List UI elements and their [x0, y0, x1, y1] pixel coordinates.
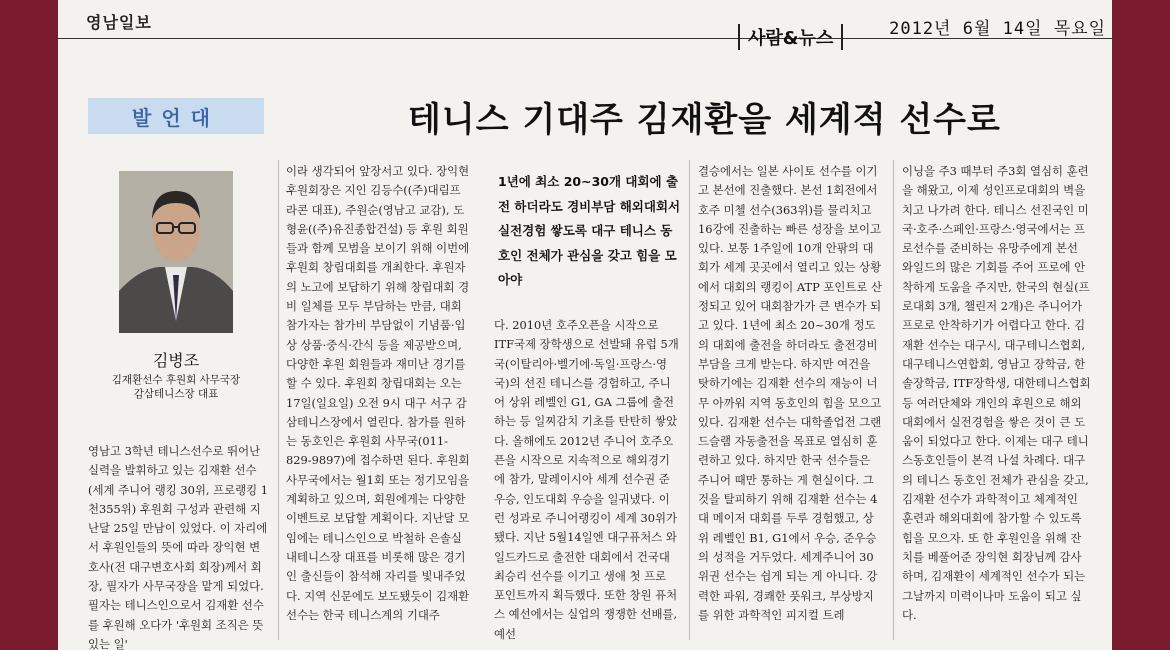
newspaper-logo: 영남일보: [86, 13, 152, 32]
section-label: 사람&뉴스: [748, 28, 834, 49]
author-role: [88, 373, 264, 401]
column-divider: [893, 160, 894, 640]
author-role-line-2: 감삼테니스장 대표: [133, 388, 219, 400]
section-bar-right: [841, 24, 843, 50]
headline: 테니스 기대주 김재환을 세계적 선수로: [408, 100, 1001, 140]
newspaper-page: [58, 0, 1112, 650]
masthead: [58, 0, 1112, 49]
column-5-text: 이닝을 주3 때부터 주3회 열심히 훈련을 해왔고, 이제 성인프로대회의 벽을 치고 나가려 한다. 테니스 선진국인 미국·호주·스페인·프랑스·영국에서는 프로선수를 준비하는 유망주에게 본선 와일드의 많은 기회를 주어 프로에 안착하게 도움을 주지만, 한국의 현실(프로대회 3개, 챌린저 2개)은 주니어가 프로로 안착하기가 어렵다고 한다. 김재환 선수는 대구시, 대구테니스협회, 대구테니스연합회, 영남고 장학금, 한솔장학금, ITF장학생, 대한테니스협회 등 여러단체와 개인의 후원으로 해외대회에서 실전경험을 쌓은 것이 큰 도움이 되었다고 한다. 이제는 대구 테니스동호인들이 본격 나설 차례다. 대구의 테니스 동호인 전체가 관심을 갖고, 김재환 선수가 과학적이고 체계적인 훈련과 해외대회에 참가할 수 있도록 힘을 모으자. 또 한 후원인을 위해 잔치를 베풀어준 장익현 회장님께 감사하며, 김재환이 세계적인 선수가 되는 그날까지 미력이나마 도움이 되고 싶다.: [902, 164, 1091, 622]
section-title: [730, 20, 851, 54]
pull-quote: 1년에 최소 20∼30개 대회에 출전 하더라도 경비부담 해외대회서 실전경험 쌓도록 대구 테니스 동호인 전체가 관심을 갖고 힘을 모아야: [498, 174, 681, 287]
column-label: 발언대: [88, 98, 264, 134]
author-photo: [119, 171, 233, 333]
author-photo-illustration: [119, 171, 233, 333]
issue-date: 2012년 6월 14일 목요일: [889, 19, 1106, 39]
article-column-4: [698, 162, 884, 625]
author-name: 김병조: [152, 351, 200, 370]
article-column-3: [494, 316, 680, 644]
column-divider: [689, 160, 690, 640]
article-column-5: [902, 162, 1092, 625]
column-2-text: 이라 생각되어 앞장서고 있다. 장익현 후원회장은 지인 김등수((주)대림프라콘 대표), 주원순(영남고 교감), 도형윤((주)유진종합건설) 등 후원 회원들과 함께 모범을 보이기 위해 이번에 후원회 창립대회를 개최한다. 후원자의 노고에 보답하기 위해 창립대회 경비 일체를 모두 부담하는 만큼, 대회 참가자는 참가비 부담없이 기념품·입상 상품·중식·간식 등을 제공받으며, 다양한 후원 회원들과 재미난 경기를 할 수 있다. 후원회 창립대회는 오는 17일(일요일) 오전 9시 대구 서구 감삼테니스장에서 열린다. 참가를 원하는 동호인은 후원회 사무국(011-829-9897)에 접수하면 된다. 후원회 사무국에서는 월1회 또는 정기모임을 계획하고 있으며, 회원에게는 다양한 이벤트로 보답할 계획이다. 지난달 모임에는 테니스인으로 박철하 은솔실내테니스장 대표를 비롯해 많은 경기인 출신들이 참석해 자리를 빛내주었다. 지역 신문에도 보도됐듯이 김재환 선수는 한국 테니스계의 기대주: [286, 164, 470, 622]
column-1-text: 영남고 3학년 테니스선수로 뛰어난 실력을 발휘하고 있는 김재환 선수(세계 주니어 랭킹 30위, 프로랭킹 1천355위) 후원회 구성과 관련해 지난달 25일 만남이 있었다. 이 자리에서 후원인들의 뜻에 따라 장익현 변호사(전 대구변호사회 회장)께서 회장, 필자가 사무국장을 맡게 되었다. 필자는 테니스인으로서 김재환 선수를 후원해 오다가 '후원회 조직은 뜻있는 일': [88, 444, 268, 650]
section-bar-left: [738, 24, 740, 50]
article-column-2: [286, 162, 470, 625]
column-divider: [278, 160, 279, 640]
column-4-text: 결승에서는 일본 사이토 선수를 이기고 본선에 진출했다. 본선 1회전에서 호주 미첼 선수(363위)를 물리치고 16강에 진출하는 빠른 성장을 보이고 있다. 보통 1주일에 10개 안팎의 대회가 세계 곳곳에서 열리고 있는 상황에서 대회의 랭킹이 ATP 포인트로 산정되고 있어 대회참가가 큰 변수가 되고 있다. 1년에 최소 20~30개 정도의 대회에 출전을 하더라도 출전경비 부담을 크게 받는다. 하지만 여건을 탓하기에는 김재환 선수의 재능이 너무 아까워 지역 동호인의 힘을 모으고 있다. 김재환 선수는 대학졸업전 그랜드슬램 자동출전을 목표로 열심히 훈련하고 있다. 하지만 한국 선수들은 주니어 때만 통하는 게 현실이다. 그것을 탈피하기 위해 김재환 선수는 4대 메이저 대회를 두루 경험했고, 상위 레벨인 B1, G1에서 우승, 준우승의 성적을 거두었다. 세계주니어 30위권 선수는 쉽게 되는 게 아니다. 강력한 파워, 경쾌한 풋워크, 부상방지를 위한 과학적인 피지컬 트레: [698, 164, 883, 622]
article-column-1: [88, 442, 268, 650]
column-3-text: 다. 2010년 호주오픈을 시작으로 ITF국제 장학생으로 선발돼 유럽 5개국(이탈리아·벨기에·독일·프랑스·영국)의 선진 테니스를 경험하고, 주니어 상위 레벨인 G1, GA 그룹에 출전하는 등 일찌감치 기초를 탄탄히 쌓았다. 올해에도 2012년 주니어 호주오픈을 시작으로 지속적으로 해외경기에 참가, 말레이시아 세계 선수권 준우승, 인도대회 우승을 일궈냈다. 이런 성과로 주니어랭킹이 세계 30위가 됐다. 지난 5월14일엔 대구퓨처스 와일드카드로 출전한 대회에서 건국대 최승리 선수를 이기고 생애 첫 프로 포인트까지 획득했다. 또한 창원 퓨처스 예선에서는 실업의 쟁쟁한 선배를, 예선: [494, 318, 679, 641]
author-role-line-1: 김재환선수 후원회 사무국장: [111, 374, 241, 386]
